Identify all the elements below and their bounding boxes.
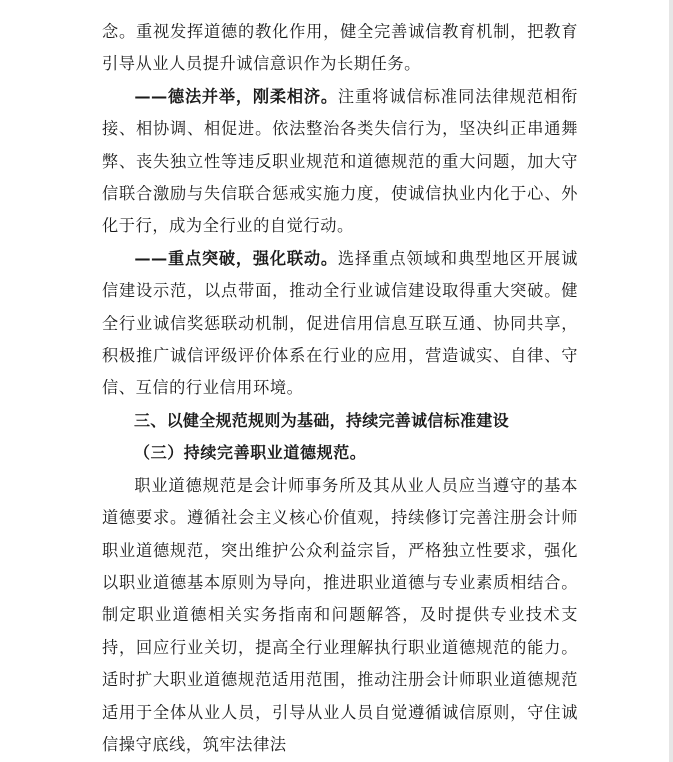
paragraph-key-breakthrough bbox=[102, 243, 578, 405]
paragraph-lead-key-breakthrough: ——重点突破，强化联动。 bbox=[134, 248, 338, 268]
subsection-heading: （三）持续完善职业道德规范。 bbox=[134, 443, 367, 463]
paragraph-continuation: 念。重视发挥道德的教化作用，健全完善诚信教育机制，把教育引导从业人员提升诚信意识作为长期任务。 bbox=[102, 22, 578, 74]
document-page bbox=[102, 16, 578, 761]
section-heading: 三、以健全规范规则为基础，持续完善诚信标准建设 bbox=[134, 410, 509, 430]
paragraph-body-key-breakthrough: 选择重点领域和典型地区开展诚信建设示范，以点带面，推动全行业诚信建设取得重大突破。健全行业诚信奖惩联动机制，促进信用信息互联互通、协同共享，积极推广诚信评级评价体系在行业的应用，营造诚实、自律、守信、互信的行业信用环境。 bbox=[102, 248, 578, 398]
paragraph-rule-of-law bbox=[102, 81, 578, 243]
page-edge-rule bbox=[669, 0, 673, 762]
paragraph-body-rule-of-law: 注重将诚信标准同法律规范相衔接、相协调、相促进。依法整治各类失信行为，坚决纠正串通舞弊、丧失独立性等违反职业规范和道德规范的重大问题，加大守信联合激励与失信联合惩戒实施力度，使诚信执业内化于心、外化于行，成为全行业的自觉行动。 bbox=[102, 86, 578, 236]
paragraph-lead-rule-of-law: ——德法并举，刚柔相济。 bbox=[134, 86, 338, 106]
paragraph-ethics: 职业道德规范是会计师事务所及其从业人员应当遵守的基本道德要求。遵循社会主义核心价值观，持续修订完善注册会计师职业道德规范，突出维护公众利益宗旨，严格独立性要求，强化以职业道德基本原则为导向，推进职业道德与专业素质相结合。制定职业道德相关实务指南和问题解答，及时提供专业技术支持，回应行业关切，提高全行业理解执行职业道德规范的能力。适时扩大职业道德规范适用范围，推动注册会计师职业道德规范适用于全体从业人员，引导从业人员自觉遵循诚信原则，守住诚信操守底线，筑牢法律法 bbox=[102, 475, 578, 754]
